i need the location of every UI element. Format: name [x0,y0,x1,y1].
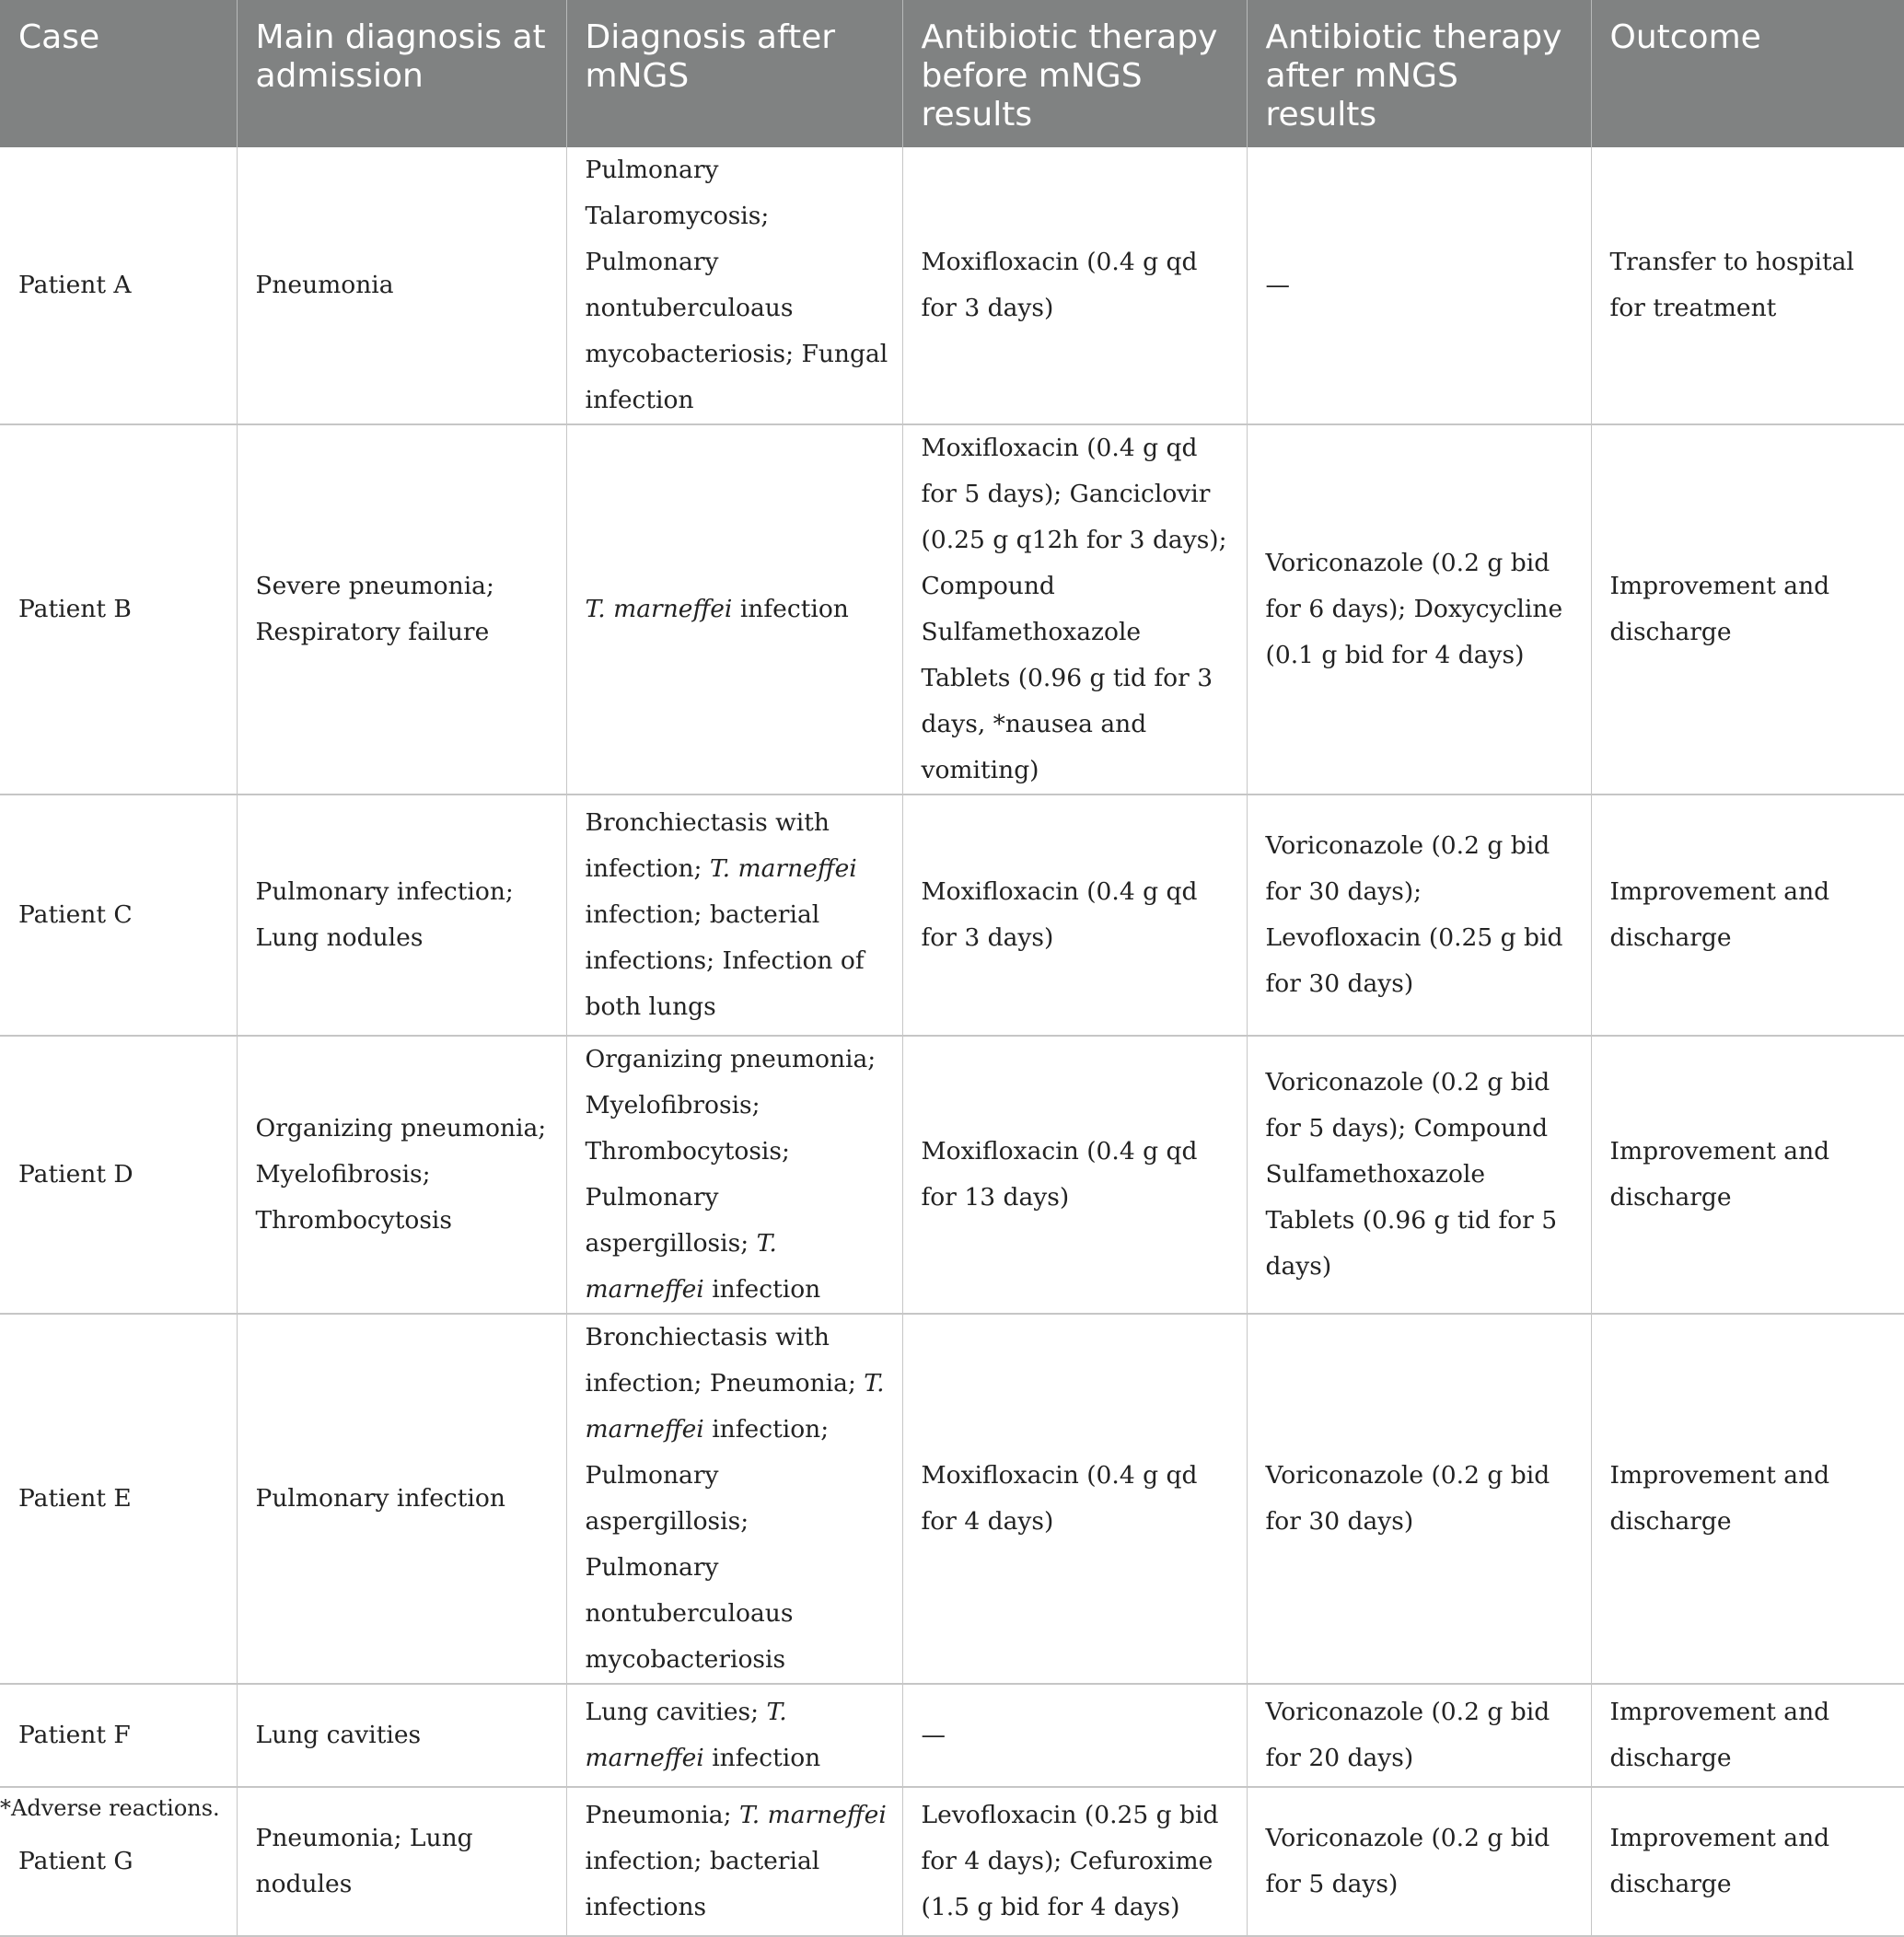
cell-main-diagnosis: Pneumonia; Lung nodules [237,1787,566,1936]
cell-outcome: Improvement and discharge [1591,1036,1904,1314]
cell-outcome: Transfer to hospital for treatment [1591,147,1904,424]
cell-case: Patient F [0,1684,237,1787]
organism-name: T. marneffei [585,595,733,623]
cell-outcome: Improvement and discharge [1591,1787,1904,1936]
diagnosis-text: infection; bacterial infections [585,1847,820,1921]
cell-case: Patient D [0,1036,237,1314]
cell-diagnosis-after [566,424,902,795]
table-row [0,795,1904,1036]
table-row [0,1314,1904,1684]
header-therapy-after: Antibiotic therapy after mNGS results [1247,0,1591,147]
diagnosis-text: infection [732,595,849,623]
cell-diagnosis-after [566,1036,902,1314]
cell-therapy-before: Moxifloxacin (0.4 g qd for 13 days) [902,1036,1247,1314]
cell-case: Patient E [0,1314,237,1684]
cell-therapy-before: Moxifloxacin (0.4 g qd for 4 days) [902,1314,1247,1684]
cell-therapy-before: Moxifloxacin (0.4 g qd for 3 days) [902,795,1247,1036]
diagnosis-text: Lung cavities; [585,1698,767,1726]
cell-main-diagnosis: Pulmonary infection; Lung nodules [237,795,566,1036]
cell-main-diagnosis: Lung cavities [237,1684,566,1787]
organism-name: T. marneffei [585,1229,777,1304]
table-row [0,1787,1904,1936]
cell-outcome: Improvement and discharge [1591,1314,1904,1684]
cell-therapy-after: — [1247,147,1591,424]
table-row [0,1036,1904,1314]
cell-therapy-before: Moxifloxacin (0.4 g qd for 5 days); Ganciclovir (0.25 g q12h for 3 days); Compound Sulfamethoxazole Tablets (0.96 g tid for 3 days, *nausea and vomiting) [902,424,1247,795]
diagnosis-text: Pulmonary Talaromycosis; Pulmonary nontuberculoaus mycobacteriosis; Fungal infection [585,156,888,414]
cell-case: Patient C [0,795,237,1036]
diagnosis-text: infection; bacterial infections; Infection of both lungs [585,900,865,1021]
cell-diagnosis-after [566,1787,902,1936]
table-row [0,424,1904,795]
cell-therapy-before: Levofloxacin (0.25 g bid for 4 days); Cefuroxime (1.5 g bid for 4 days) [902,1787,1247,1936]
cell-therapy-before: — [902,1684,1247,1787]
cell-outcome: Improvement and discharge [1591,424,1904,795]
cell-therapy-after: Voriconazole (0.2 g bid for 30 days); Levofloxacin (0.25 g bid for 30 days) [1247,795,1591,1036]
table-row [0,1684,1904,1787]
cell-main-diagnosis: Severe pneumonia; Respiratory failure [237,424,566,795]
cell-case: Patient B [0,424,237,795]
cell-therapy-after: Voriconazole (0.2 g bid for 5 days) [1247,1787,1591,1936]
header-outcome: Outcome [1591,0,1904,147]
cell-case: Patient A [0,147,237,424]
header-diagnosis-after: Diagnosis after mNGS [566,0,902,147]
cell-outcome: Improvement and discharge [1591,1684,1904,1787]
diagnosis-text: infection [703,1275,821,1304]
header-row [0,0,1904,147]
diagnosis-text: Bronchiectasis with infection; Pneumonia; [585,1323,865,1398]
cell-outcome: Improvement and discharge [1591,795,1904,1036]
cell-main-diagnosis: Organizing pneumonia; Myelofibrosis; Thrombocytosis [237,1036,566,1314]
organism-name: T. marneffei [709,854,857,883]
cell-diagnosis-after [566,1684,902,1787]
cell-main-diagnosis: Pneumonia [237,147,566,424]
diagnosis-text: infection [703,1744,821,1772]
diagnosis-text: Bronchiectasis with infection; [585,808,830,883]
cell-therapy-after: Voriconazole (0.2 g bid for 5 days); Compound Sulfamethoxazole Tablets (0.96 g tid for 5 days) [1247,1036,1591,1314]
footnote: *Adverse reactions. [0,1795,220,1821]
organism-name: T. marneffei [585,1369,885,1444]
diagnosis-text: Organizing pneumonia; Myelofibrosis; Thrombocytosis; Pulmonary aspergillosis; [585,1045,877,1258]
cell-main-diagnosis: Pulmonary infection [237,1314,566,1684]
cell-diagnosis-after [566,795,902,1036]
cell-therapy-after: Voriconazole (0.2 g bid for 30 days) [1247,1314,1591,1684]
cell-therapy-after: Voriconazole (0.2 g bid for 6 days); Doxycycline (0.1 g bid for 4 days) [1247,424,1591,795]
cell-case: Patient G [0,1787,237,1936]
cell-diagnosis-after [566,1314,902,1684]
cell-diagnosis-after [566,147,902,424]
header-case: Case [0,0,237,147]
organism-name: T. marneffei [585,1698,787,1772]
diagnosis-text: infection; Pulmonary aspergillosis; Pulmonary nontuberculoaus mycobacteriosis [585,1415,830,1674]
header-therapy-before: Antibiotic therapy before mNGS results [902,0,1247,147]
organism-name: T. marneffei [738,1801,887,1829]
diagnosis-text: Pneumonia; [585,1801,739,1829]
cell-therapy-after: Voriconazole (0.2 g bid for 20 days) [1247,1684,1591,1787]
table-row [0,147,1904,424]
header-main-diagnosis: Main diagnosis at admission [237,0,566,147]
cell-therapy-before: Moxifloxacin (0.4 g qd for 3 days) [902,147,1247,424]
